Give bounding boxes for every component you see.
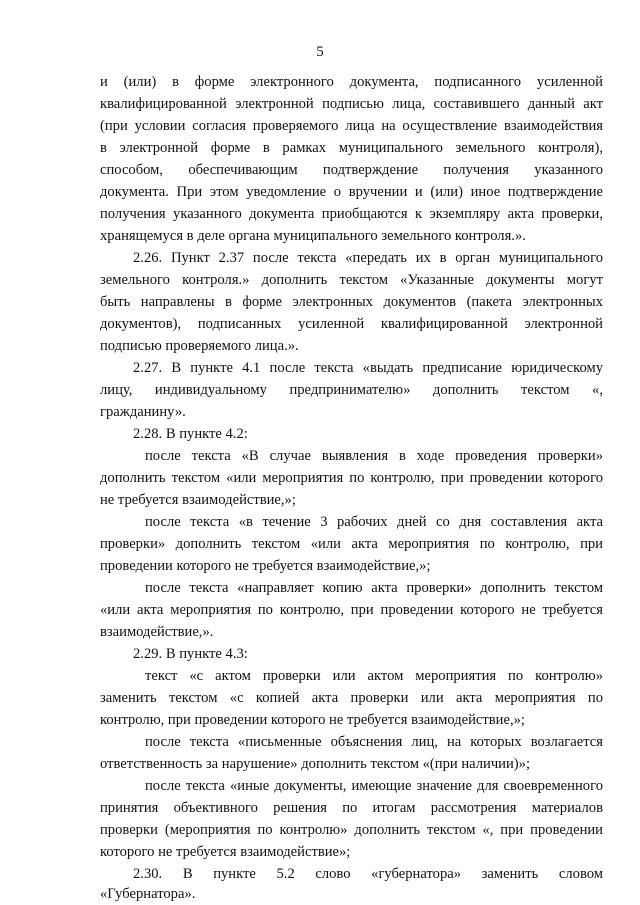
text-line: принятия объективного решения по итогам рассмотрения материалов <box>100 800 603 816</box>
text-line: заменить текстом «с копией акта проверки или акта мероприятия по <box>100 690 603 706</box>
text-line: способом, обеспечивающим подтверждение получения указанного <box>100 162 603 178</box>
text-line: быть направлены в форме электронных документов (пакета электронных <box>100 294 603 310</box>
text-line: лицу, индивидуальному предпринимателю» дополнить текстом «, <box>100 382 603 398</box>
text-line: проведении которого не требуется взаимодействие,»; <box>100 558 431 574</box>
paragraph-start: 2.30. В пункте 5.2 слово «губернатора» заменить словом <box>133 866 603 882</box>
text-line: земельного контроля.» дополнить текстом «Указанные документы могут <box>100 272 603 288</box>
text-line: в электронной форме в рамках муниципального земельного контроля), <box>100 140 603 156</box>
text-line: гражданину». <box>100 404 186 420</box>
paragraph-start: после текста «направляет копию акта проверки» дополнить текстом <box>145 580 603 596</box>
paragraph-start: 2.29. В пункте 4.3: <box>133 646 248 662</box>
text-line: которого не требуется взаимодействие»; <box>100 844 351 860</box>
text-line: проверки» дополнить текстом «или акта мероприятия по контролю, при <box>100 536 603 552</box>
text-line: проверки (мероприятия по контролю» дополнить текстом «, при проведении <box>100 822 603 838</box>
text-line: ответственность за нарушение» дополнить текстом «(при наличии)»; <box>100 756 531 772</box>
text-line: документа. При этом уведомление о вручении и (или) иное подтверждение <box>100 184 603 200</box>
text-line: взаимодействие,». <box>100 624 214 640</box>
text-line: «Губернатора». <box>100 886 196 902</box>
text-line: подписью проверяемого лица.». <box>100 338 299 354</box>
text-line: (при условии согласия проверяемого лица на осуществление взаимодействия <box>100 118 603 134</box>
paragraph-start: после текста «в течение 3 рабочих дней со дня составления акта <box>145 514 603 530</box>
text-line: контролю, при проведении которого не требуется взаимодействие,»; <box>100 712 525 728</box>
text-line: и (или) в форме электронного документа, подписанного усиленной <box>100 74 603 90</box>
paragraph-start: 2.26. Пункт 2.37 после текста «передать их в орган муниципального <box>133 250 603 266</box>
text-line: документов), подписанных усиленной квалифицированной электронной <box>100 316 603 332</box>
text-line: «или акта мероприятия по контролю, при проведении которого не требуется <box>100 602 603 618</box>
text-line: квалифицированной электронной подписью лица, составившего данный акт <box>100 96 603 112</box>
text-line: не требуется взаимодействие,»; <box>100 492 296 508</box>
paragraph-start: после текста «иные документы, имеющие значение для своевременного <box>145 778 603 794</box>
paragraph-start: 2.28. В пункте 4.2: <box>133 426 248 442</box>
paragraph-start: после текста «письменные объяснения лиц, на которых возлагается <box>145 734 603 750</box>
text-line: получения указанного документа приобщаются к экземпляру акта проверки, <box>100 206 603 222</box>
paragraph-start: 2.27. В пункте 4.1 после текста «выдать предписание юридическому <box>133 360 603 376</box>
paragraph-start: текст «с актом проверки или актом мероприятия по контролю» <box>145 668 603 684</box>
page-number: 5 <box>316 44 324 60</box>
text-line: хранящемуся в деле органа муниципального земельного контроля.». <box>100 228 526 244</box>
text-line: дополнить текстом «или мероприятия по контролю, при проведении которого <box>100 470 603 486</box>
paragraph-start: после текста «В случае выявления в ходе проведения проверки» <box>145 448 603 464</box>
